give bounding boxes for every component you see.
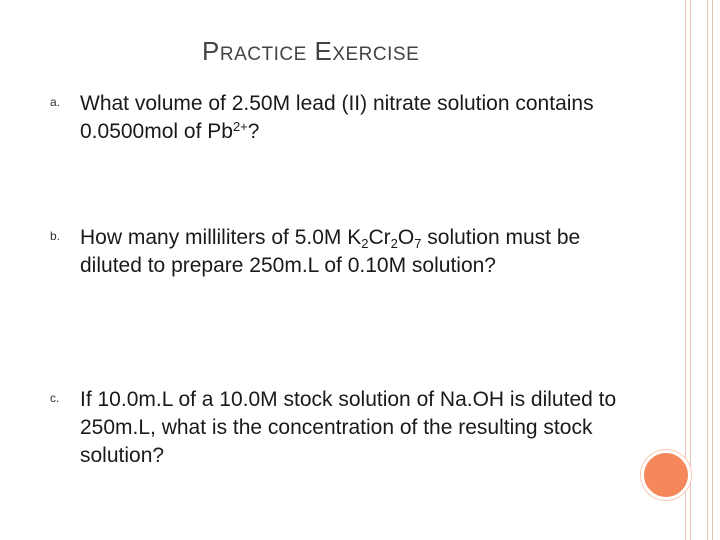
item-marker: b. [50, 229, 61, 243]
slide-title [202, 36, 419, 67]
exercise-item-a [50, 90, 630, 146]
item-text: If 10.0m.L of a 10.0M stock solution of Na.OH is diluted to 250m.L, what is the concentration of the resulting stock solution? [80, 388, 617, 467]
item-marker: a. [50, 95, 61, 109]
decorative-line [712, 0, 713, 540]
decorative-line [690, 0, 691, 540]
exercise-item-b [50, 224, 630, 280]
decorative-circle [641, 450, 691, 500]
title-word-rest: RACTICE [219, 44, 307, 65]
item-text: What volume of 2.50M lead (II) nitrate solution contains 0.0500mol of $Pb^{2+}$? [80, 92, 594, 143]
title-word-rest: XERCISE [332, 44, 420, 65]
item-text: How many milliliters of 5.0M $K_2Cr_2O_7$ solution must be diluted to prepare 250m.L of 0.10M solution? [80, 226, 581, 277]
item-marker: c. [50, 391, 60, 405]
exercise-item-c [50, 386, 630, 470]
title-initial: P [202, 36, 220, 66]
title-initial: E [314, 36, 333, 66]
decorative-line [707, 0, 708, 540]
